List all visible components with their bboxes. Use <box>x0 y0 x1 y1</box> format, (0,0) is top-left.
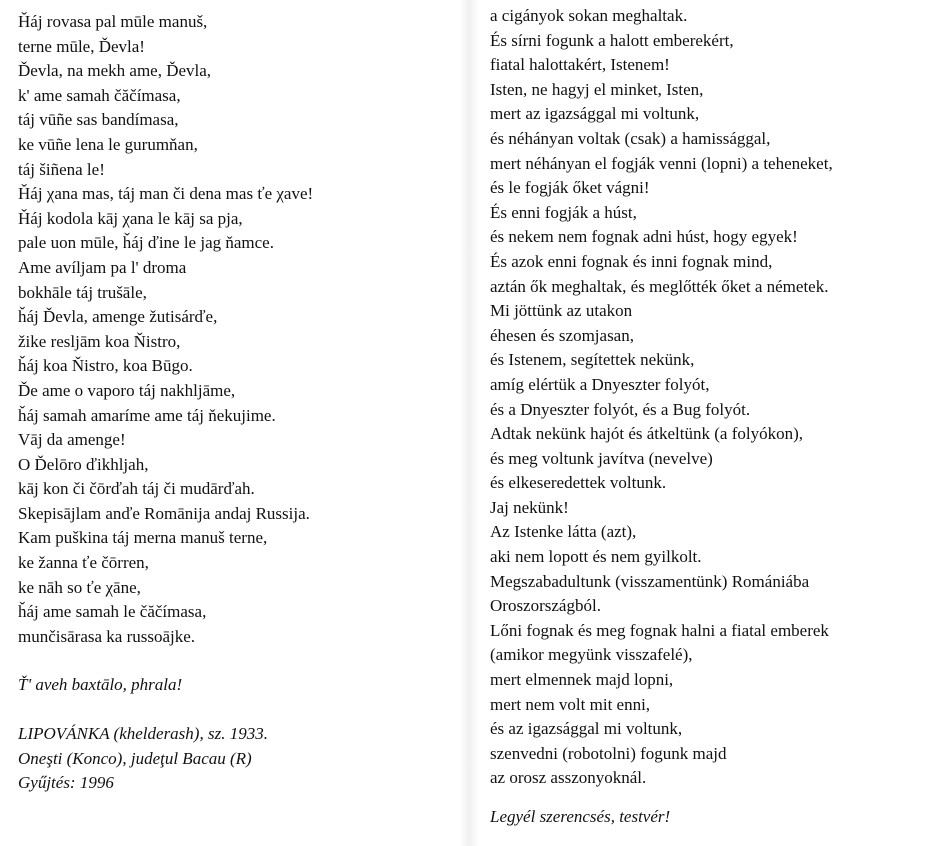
verse-line: és le fogják őket vágni! <box>490 178 650 198</box>
verse-line: ke nāh so ťe χāne, <box>18 577 141 597</box>
verse-line: Mi jöttünk az utakon <box>490 301 633 321</box>
verse-line: O Ďelōro ďikhljah, <box>18 454 149 474</box>
verse-line: Megszabadultunk (visszamentünk) Romániába <box>490 571 810 591</box>
verse-line: ȟáj samah amaríme ame táj ňekujime. <box>18 405 276 425</box>
verse-line: amíg elértük a Dnyeszter folyót, <box>490 374 710 394</box>
verse-line: táj vūñe sas bandímasa, <box>18 110 179 130</box>
verse-line: fiatal halottakért, Istenem! <box>490 55 670 75</box>
verse-line: az orosz asszonyoknál. <box>490 768 647 788</box>
verse-line: Az Istenke látta (azt), <box>490 522 637 542</box>
verse-line: terne mūle, Ďevla! <box>18 36 145 56</box>
performer-credit: LIPOVÁNKA (khelderash), sz. 1933. <box>18 724 268 744</box>
verse-line: k' ame samah čăčímasa, <box>18 85 181 105</box>
verse-line: éhesen és szomjasan, <box>490 325 634 345</box>
verse-line: Ȟáj kodola kāj χana le kāj sa pja, <box>18 208 243 228</box>
verse-line: mert elmennek majd lopni, <box>490 670 674 690</box>
verse-line: Adtak nekünk hajót és átkeltünk (a folyókon), <box>490 424 804 444</box>
verse-line: ȟáj Ďevla, amenge žutisárďe, <box>18 307 218 327</box>
verse-line: és néhányan voltak (csak) a hamissággal, <box>490 128 771 148</box>
verse-line: mert néhányan el fogják venni (lopni) a teheneket, <box>490 153 833 173</box>
verse-line: és elkeseredettek voltunk. <box>490 473 667 493</box>
verse-line: a cigányok sokan meghaltak. <box>490 6 688 25</box>
verse-line: És enni fogják a húst, <box>490 202 637 222</box>
verse-line: bokhāle táj trušāle, <box>18 282 147 302</box>
verse-line: Ďe ame o vaporo táj nakhljāme, <box>18 380 236 400</box>
verse-line: Jaj nekünk! <box>490 497 569 517</box>
page-gutter-shadow <box>459 0 479 846</box>
verse-line: Ȟáj rovasa pal mūle manuš, <box>18 12 208 31</box>
verse-line: munčisārasa ka russoājke. <box>18 626 196 646</box>
verse-line: Vāj da amenge! <box>18 430 126 450</box>
verse-line: ȟáj ame samah le čăčímasa, <box>18 602 207 622</box>
verse-line: Ȟáj χana mas, táj man či dena mas ťe χave! <box>18 184 314 204</box>
verse-line: és a Dnyeszter folyót, és a Bug folyót. <box>490 399 751 419</box>
verse-line: Lőni fognak és meg fognak halni a fiatal emberek <box>490 620 829 640</box>
verse-line: žike resljām koa Ňistro, <box>18 331 181 351</box>
verse-line: pale uon mūle, ȟáj ďine le jag ňamce. <box>18 233 274 253</box>
stanza-gap <box>18 649 458 673</box>
verse-line: és meg voltunk javítva (nevelve) <box>490 448 713 468</box>
verse-line: és Istenem, segítettek nekünk, <box>490 350 695 370</box>
verse-line: ke vūñe lena le gurumňan, <box>18 134 198 154</box>
verse-line: Kam puškina táj merna manuš terne, <box>18 528 268 548</box>
recording-location: Oneşti (Konco), judeţul Bacau (R) <box>18 748 252 768</box>
verse-line: ke žanna ťe čōrren, <box>18 553 149 573</box>
closing-blessing: Ť' aveh baxtālo, phrala! <box>18 675 183 695</box>
verse-line: Skepisājlam anďe Romānija andaj Russija. <box>18 503 310 523</box>
verse-line: (amikor megyünk visszafelé), <box>490 645 693 665</box>
verse-line: Ame avíljam pa l' droma <box>18 257 187 277</box>
verse-line: és az igazsággal mi voltunk, <box>490 719 683 739</box>
verse-line: És azok enni fognak és inni fognak mind, <box>490 251 773 271</box>
verse-line: táj šiñena le! <box>18 159 105 179</box>
verse-line: aztán ők meghaltak, és meglőtték őket a németek. <box>490 276 829 296</box>
verse-line: Isten, ne hagyj el minket, Isten, <box>490 79 704 99</box>
hungarian-translation-column <box>490 0 951 830</box>
verse-line: szenvedni (robotolni) fogunk majd <box>490 743 727 763</box>
verse-line: Oroszországból. <box>490 596 601 616</box>
stanza-gap <box>18 698 458 722</box>
verse-line: ȟáj koa Ňistro, koa Būgo. <box>18 356 193 376</box>
closing-blessing-translation: Legyél szerencsés, testvér! <box>490 807 671 826</box>
verse-line: És sírni fogunk a halott emberekért, <box>490 30 734 50</box>
verse-line: aki nem lopott és nem gyilkolt. <box>490 547 702 567</box>
verse-line: Ďevla, na mekh ame, Ďevla, <box>18 61 212 81</box>
verse-line: kāj kon či čōrďah táj či mudārďah. <box>18 479 255 499</box>
verse-line: és nekem nem fognak adni húst, hogy egyek! <box>490 227 798 247</box>
collection-year: Gyűjtés: 1996 <box>18 773 114 793</box>
romani-text-column <box>18 0 458 796</box>
verse-line: mert az igazsággal mi voltunk, <box>490 104 700 124</box>
verse-line: mert nem volt mit enni, <box>490 694 651 714</box>
